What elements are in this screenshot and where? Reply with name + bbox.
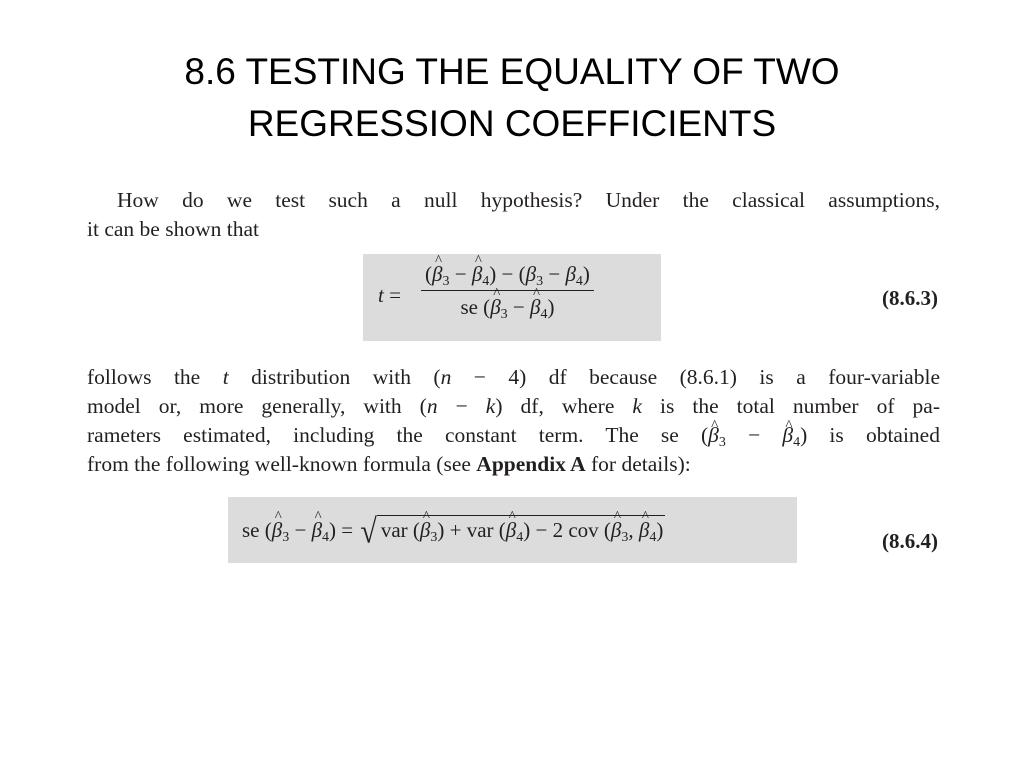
paragraph-intro-line-2: it can be shown that [87, 217, 259, 241]
equation-8-6-3-fraction [421, 262, 594, 320]
paragraph-intro [87, 186, 940, 244]
paragraph-explanation-line-1: follows the t distribution with (n − 4) df because (8.6.1) is a four-variable [87, 365, 940, 389]
paragraph-explanation-line-3: rameters estimated, including the constant term. The se (^ $\beta_3$ − ^ $\beta_4$) is obtained [87, 421, 940, 450]
appendix-reference: Appendix A [476, 452, 586, 476]
equation-8-6-3-denominator: se (^ $\beta_3$ − ^ $\beta_4$) [421, 291, 594, 320]
paragraph-explanation [87, 363, 940, 479]
equation-8-6-3-numerator: (^ $\beta_3$ − ^ $\beta_4) - (\beta_3 - \beta_4)$ [421, 262, 594, 291]
paragraph-explanation-line-2: model or, more generally, with (n − k) df, where k is the total number of pa- [87, 394, 940, 418]
line-4-prefix: from the following well-known formula (see [87, 452, 477, 476]
equation-8-6-4-box [228, 497, 797, 563]
square-root: √ var (^ $\beta_3$) + var (^ $\beta_4) - 2$ cov (^ $\beta_3$, ^ $\beta_4$) [358, 515, 665, 549]
equation-number-8-6-3: (8.6.3) [882, 286, 938, 310]
equation-8-6-4-expression: se (^ $\beta_3$ − ^ $\beta_4$) = √ var (^ $\beta_3$) + var (^ $\beta_4) - 2$ cov (^ $\beta_3$, ^ $\beta_4$) [242, 515, 665, 549]
paragraph-intro-line-1: How do we test such a null hypothesis? Under the classical assumptions, [117, 188, 940, 212]
paragraph-explanation-line-4 [87, 450, 940, 479]
slide-title [0, 46, 1024, 150]
title-line-2: REGRESSION COEFFICIENTS [247, 103, 777, 144]
line-4-suffix: for details): [585, 452, 691, 476]
title-line-1: 8.6 TESTING THE EQUALITY OF TWO [184, 51, 840, 92]
equation-8-6-3-box [363, 254, 661, 341]
equation-number-8-6-4: (8.6.4) [882, 529, 938, 553]
equation-8-6-3-lhs: t = [378, 283, 401, 307]
